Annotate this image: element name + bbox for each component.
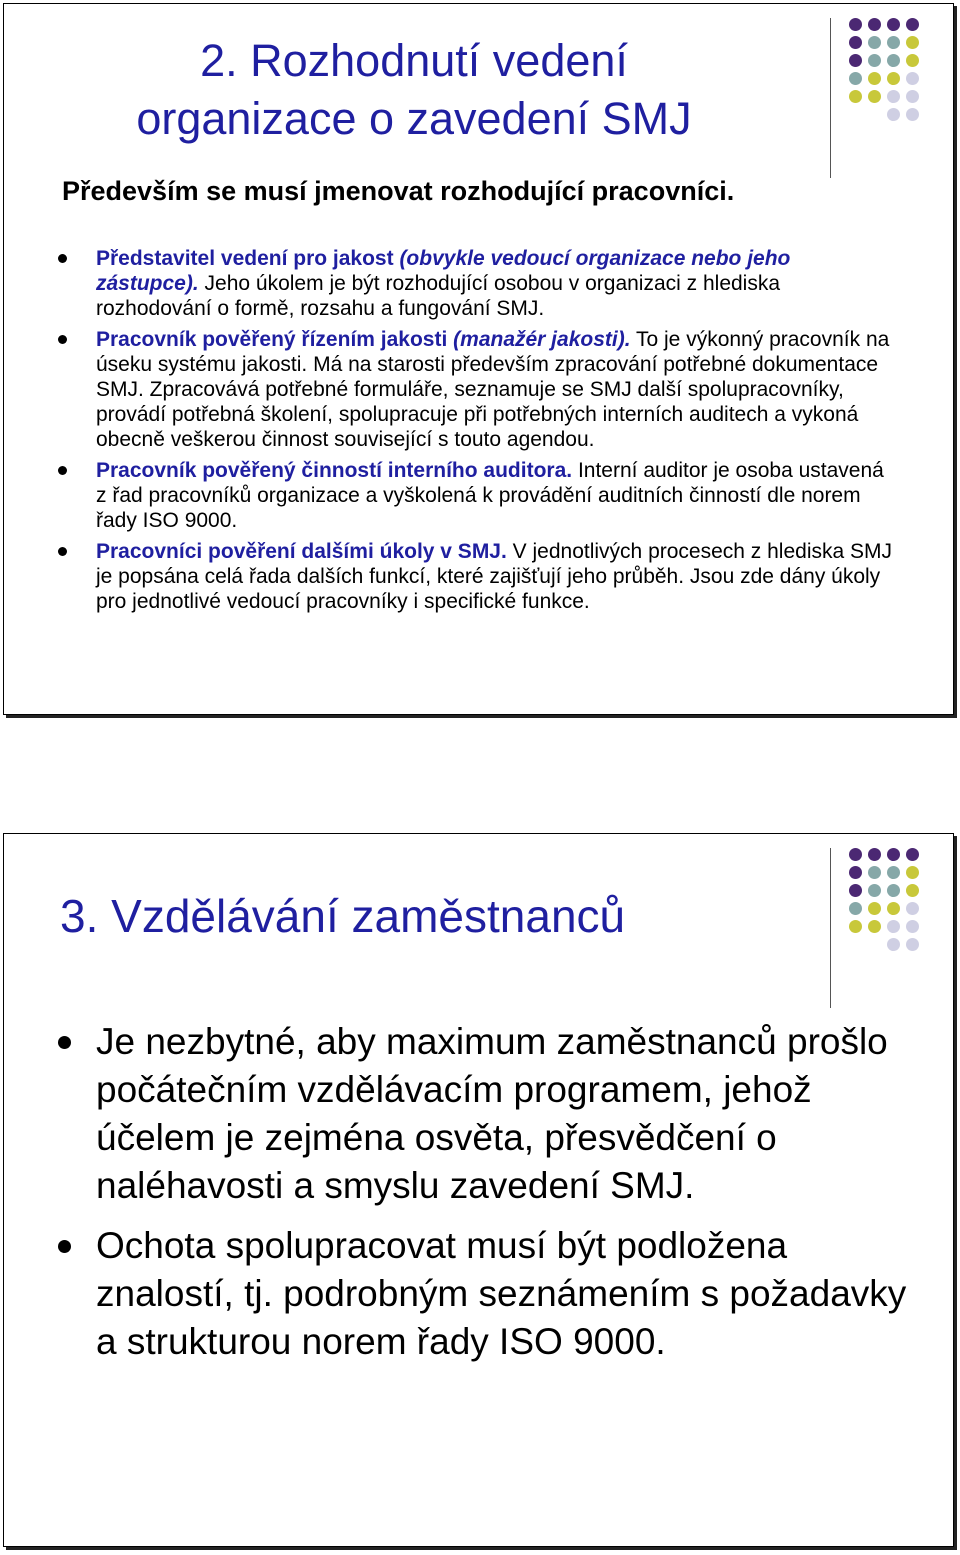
bullet-heading-note: (obvykle vedoucí organizace nebo jeho zástupce).: [96, 247, 791, 295]
decorative-dot: [887, 884, 900, 897]
decorative-dot: [906, 884, 919, 897]
decorative-dot: [906, 108, 919, 121]
decorative-dot: [868, 18, 881, 31]
bullet-body: To je výkonný pracovník na úseku systému jakosti. Má na starosti především zpracování potřebné dokumentace SMJ. Zpracovává potřebné formuláře, seznamuje se SMJ další spolupracovníky, provádí potřebná školení, spolupracuje při potřebných interních auditech a vykoná obecně veškerou činnost související s touto agendou.: [96, 328, 890, 451]
bullet-heading: Představitel vedení pro jakost: [96, 247, 394, 270]
decorative-dot: [849, 54, 862, 67]
decorative-dot: [849, 866, 862, 879]
decorative-dot: [868, 90, 881, 103]
decorative-dot: [906, 920, 919, 933]
decorative-dot: [887, 902, 900, 915]
decorative-dot-grid: [849, 18, 919, 121]
list-item: [96, 539, 896, 614]
bullet-list: [96, 246, 896, 614]
bullet-icon: [58, 466, 67, 475]
decorative-dot: [887, 938, 900, 951]
decorative-dot: [849, 902, 862, 915]
decorative-dot: [906, 72, 919, 85]
bullet-heading-note: (manažér jakosti).: [447, 328, 631, 351]
decorative-dot: [868, 36, 881, 49]
decorative-dot: [849, 884, 862, 897]
decorative-dot: [906, 866, 919, 879]
list-item: [96, 458, 896, 533]
bullet-icon: [58, 1036, 71, 1049]
divider-line: [830, 848, 831, 1008]
decorative-dot: [887, 72, 900, 85]
decorative-dot: [868, 920, 881, 933]
decorative-dot: [868, 938, 881, 951]
divider-line: [830, 18, 831, 178]
decorative-dot: [906, 938, 919, 951]
slide-2: [3, 833, 954, 1547]
decorative-dot: [887, 18, 900, 31]
decorative-dot: [849, 108, 862, 121]
decorative-dot: [906, 902, 919, 915]
bullet-text: Je nezbytné, aby maximum zaměstnanců prošlo počátečním vzdělávacím programem, jehož účelem je zejména osvěta, přesvědčení o naléhavosti a smyslu zavedení SMJ.: [96, 1021, 888, 1206]
decorative-dot: [868, 108, 881, 121]
bullet-icon: [58, 254, 67, 263]
decorative-dot: [887, 920, 900, 933]
decorative-dot: [906, 90, 919, 103]
slide-1: [3, 3, 954, 715]
decorative-dot: [906, 18, 919, 31]
bullet-text: Ochota spolupracovat musí být podložena znalostí, tj. podrobným seznámením s požadavky a strukturou norem řady ISO 9000.: [96, 1225, 907, 1362]
decorative-dot-grid: [849, 848, 919, 951]
slide-title: 2. Rozhodnutí vedení organizace o zavedení SMJ: [136, 35, 692, 144]
decorative-dot: [887, 36, 900, 49]
decorative-dot: [849, 920, 862, 933]
decorative-dot: [868, 72, 881, 85]
decorative-dot: [849, 36, 862, 49]
lead-text: Především se musí jmenovat rozhodující pracovníci.: [62, 176, 735, 206]
decorative-dot: [868, 54, 881, 67]
bullet-body: Jeho úkolem je být rozhodující osobou v organizaci z hlediska rozhodování o formě, rozsahu a fungování SMJ.: [96, 272, 781, 320]
decorative-dot: [906, 36, 919, 49]
decorative-dot: [906, 848, 919, 861]
decorative-dot: [849, 90, 862, 103]
list-item: [96, 327, 896, 452]
list-item: [96, 246, 896, 321]
bullet-heading: Pracovníci pověření dalšími úkoly v SMJ.: [96, 540, 507, 563]
slide-title: 3. Vzdělávání zaměstnanců: [60, 890, 626, 942]
decorative-dot: [887, 90, 900, 103]
decorative-dot: [849, 848, 862, 861]
decorative-dot: [887, 54, 900, 67]
list-item: [96, 1222, 926, 1366]
bullet-icon: [58, 547, 67, 556]
bullet-body: Interní auditor je osoba ustavená z řad pracovníků organizace a vyškolená k provádění auditních činností dle norem řady ISO 9000.: [96, 459, 884, 532]
decorative-dot: [868, 902, 881, 915]
bullet-heading: Pracovník pověřený činností interního auditora.: [96, 459, 573, 482]
decorative-dot: [849, 72, 862, 85]
bullet-body: V jednotlivých procesech z hlediska SMJ je popsána celá řada dalších funkcí, které zajišťují jeho průběh. Jsou zde dány úkoly pro jednotlivé vedoucí pracovníky i specifické funkce.: [96, 540, 893, 613]
decorative-dot: [849, 18, 862, 31]
decorative-dot: [868, 848, 881, 861]
decorative-dot: [887, 866, 900, 879]
decorative-dot: [906, 54, 919, 67]
decorative-dot: [868, 884, 881, 897]
bullet-icon: [58, 335, 67, 344]
decorative-dot: [849, 938, 862, 951]
list-item: [96, 1018, 926, 1210]
bullet-list: [96, 1018, 926, 1366]
decorative-dot: [887, 108, 900, 121]
decorative-dot: [868, 866, 881, 879]
decorative-dot: [887, 848, 900, 861]
bullet-heading: Pracovník pověřený řízením jakosti: [96, 328, 448, 351]
bullet-icon: [58, 1240, 71, 1253]
